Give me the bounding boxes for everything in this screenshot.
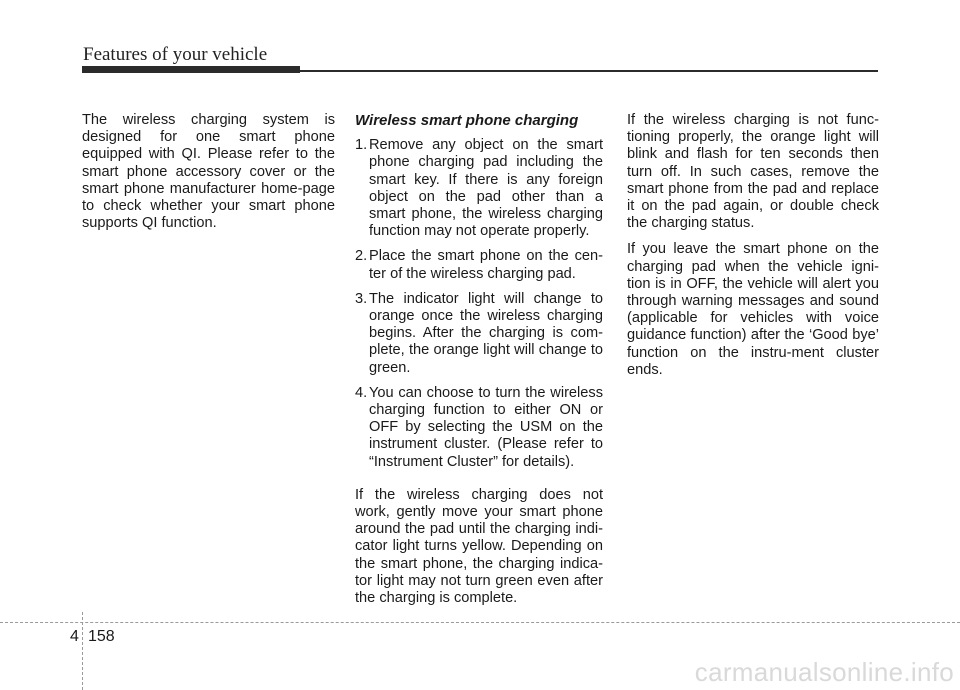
page-number: 158 xyxy=(88,628,115,645)
intro-paragraph: The wireless charging system is designed for one smart phone equipped with QI. Please refer to the smart phone accessory cover or the smart phone manufacturer home-page to check whether your smart phone supports QI function. xyxy=(82,112,335,232)
page-header-title: Features of your vehicle xyxy=(83,44,268,65)
chapter-number: 4 xyxy=(70,628,79,645)
header-rule-thin xyxy=(300,70,878,72)
step-item xyxy=(355,291,603,377)
step-text: Remove any object on the smart phone charging pad including the smart key. If there is any foreign object on the pad other than a smart phone, the wireless charging function may not operate properly. xyxy=(369,137,603,240)
step-number: 2. xyxy=(355,248,368,265)
step-number: 4. xyxy=(355,384,368,401)
step-number: 3. xyxy=(355,290,368,307)
step-text: Place the smart phone on the cen-ter of the wireless charging pad. xyxy=(369,248,603,282)
section-heading: Wireless smart phone charging xyxy=(355,112,579,129)
column-2 xyxy=(355,112,603,616)
failure-paragraph: If the wireless charging is not func-tioning properly, the orange light will blink and flash for ten seconds then turn off. In such cases, remove the smart phone from the pad and replace it on the pad again, or double check the charging status. xyxy=(627,112,879,232)
step-item xyxy=(355,385,603,471)
step-item xyxy=(355,137,603,240)
step-number: 1. xyxy=(355,137,368,154)
charging-steps-list xyxy=(355,137,603,471)
ignition-off-paragraph: If you leave the smart phone on the charging pad when the vehicle igni-tion is in OFF, the vehicle will alert you through warning messages and sound (applicable for vehicles with voice guidance function) after the ‘Good bye’ function on the instru-ment cluster ends. xyxy=(627,241,879,378)
watermark: carmanualsonline.info xyxy=(694,657,954,687)
column-1 xyxy=(82,112,335,241)
troubleshoot-paragraph: If the wireless charging does not work, gently move your smart phone around the pad until the charging indi-cator light turns yellow. Depending on the smart phone, the charging indica-tor light may not turn green even after the charging is complete. xyxy=(355,486,603,607)
footer-divider xyxy=(0,622,960,623)
step-text: You can choose to turn the wireless charging function to either ON or OFF by selecting the USM on the instrument cluster. (Please refer to “Instrument Cluster” for details). xyxy=(369,384,603,470)
column-3 xyxy=(627,112,879,388)
header-rule-thick xyxy=(82,66,300,73)
step-item xyxy=(355,248,603,282)
footer-vertical-divider xyxy=(82,612,83,690)
step-text: The indicator light will change to orange once the wireless charging begins. After the charging is com-plete, the orange light will change to green. xyxy=(369,290,603,376)
